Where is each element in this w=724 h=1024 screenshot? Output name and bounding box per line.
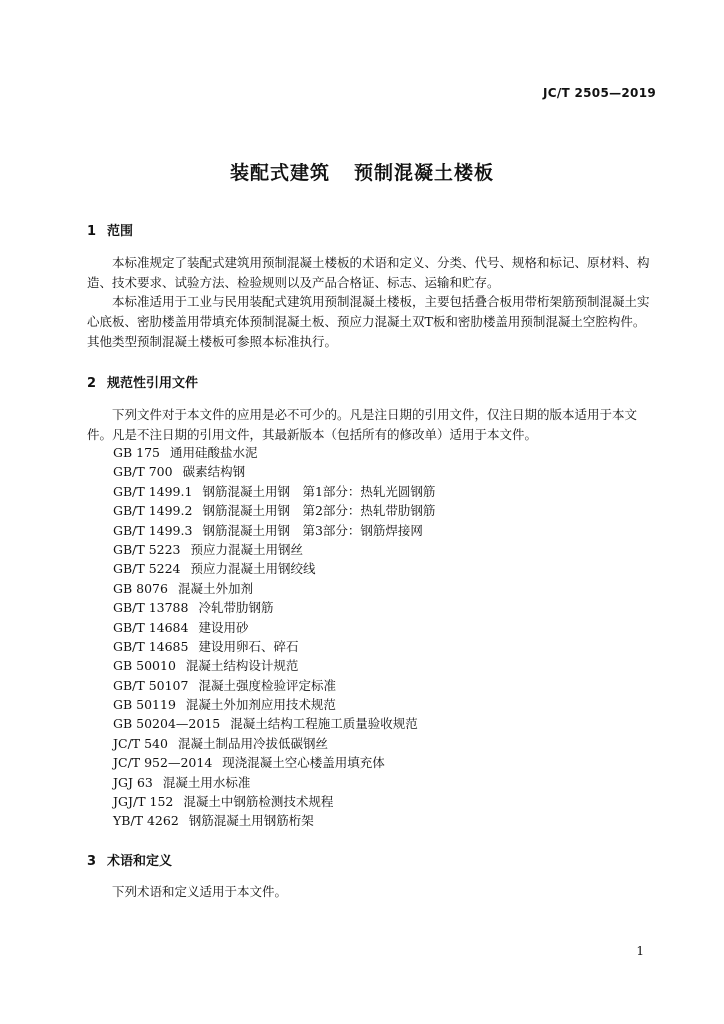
section-2-paragraph-1: 下列文件对于本文件的应用是必不可少的。凡是注日期的引用文件，仅注日期的版本适用于本文件。凡是不注日期的引用文件，其最新版本（包括所有的修改单）适用于本文件。 xyxy=(87,407,638,442)
section-number: 1 xyxy=(87,224,97,239)
section-2-heading xyxy=(87,372,198,391)
reference-item: GB/T 5224 预应力混凝土用钢绞线 xyxy=(113,561,316,577)
reference-item: YB/T 4262 钢筋混凝土用钢筋桁架 xyxy=(113,813,314,829)
reference-item: GB/T 5223 预应力混凝土用钢丝 xyxy=(113,541,304,557)
reference-item: JC/T 540 混凝土制品用冷拔低碳钢丝 xyxy=(113,735,328,751)
section-3-heading xyxy=(87,850,172,869)
reference-item: GB 175 通用硅酸盐水泥 xyxy=(113,445,258,460)
reference-item: GB/T 700 碳素结构钢 xyxy=(113,464,246,480)
document-title xyxy=(0,158,724,185)
reference-item: GB/T 1499.1 钢筋混凝土用钢 第1部分：热轧光圆钢筋 xyxy=(113,483,436,499)
reference-item: JC/T 952—2014 现浇混凝土空心楼盖用填充体 xyxy=(113,755,385,771)
reference-item: JGJ 63 混凝土用水标准 xyxy=(113,774,251,790)
section-number: 3 xyxy=(87,854,97,869)
section-1-heading xyxy=(87,220,133,239)
reference-item: GB/T 13788 冷轧带肋钢筋 xyxy=(113,600,274,616)
reference-item: JGJ/T 152 混凝土中钢筋检测技术规程 xyxy=(113,794,334,810)
normative-references-list xyxy=(113,443,435,831)
section-number: 2 xyxy=(87,376,97,391)
standard-code: JC/T 2505—2019 xyxy=(542,86,656,100)
reference-item: GB/T 1499.2 钢筋混凝土用钢 第2部分：热轧带肋钢筋 xyxy=(113,503,436,519)
section-3-paragraph-1: 下列术语和定义适用于本文件。 xyxy=(112,884,288,899)
page-number: 1 xyxy=(636,944,644,958)
section-1-paragraph-1: 本标准规定了装配式建筑用预制混凝土楼板的术语和定义、分类、代号、规格和标记、原材料、构造、技术要求、试验方法、检验规则以及产品合格证、标志、运输和贮存。 xyxy=(87,255,650,290)
reference-item: GB/T 50107 混凝土强度检验评定标准 xyxy=(113,677,336,693)
reference-item: GB 8076 混凝土外加剂 xyxy=(113,580,253,596)
section-title: 术语和定义 xyxy=(107,854,173,869)
section-title: 范围 xyxy=(107,224,134,239)
reference-item: GB 50010 混凝土结构设计规范 xyxy=(113,658,299,674)
title-main: 装配式建筑 xyxy=(229,162,330,184)
title-sub: 预制混凝土楼板 xyxy=(354,162,495,184)
reference-item: GB/T 1499.3 钢筋混凝土用钢 第3部分：钢筋焊接网 xyxy=(113,522,423,538)
section-1-paragraph-2: 本标准适用于工业与民用装配式建筑用预制混凝土楼板，主要包括叠合板用带桁架筋预制混凝土实心底板、密肋楼盖用带填充体预制混凝土板、预应力混凝土双T板和密肋楼盖用预制混凝土空腔构件。其他类型预制混凝土楼板可参照本标准执行。 xyxy=(87,294,650,349)
reference-item: GB/T 14685 建设用卵石、碎石 xyxy=(113,638,299,654)
reference-item: GB 50204—2015 混凝土结构工程施工质量验收规范 xyxy=(113,716,418,732)
section-title: 规范性引用文件 xyxy=(107,376,199,391)
reference-item: GB 50119 混凝土外加剂应用技术规范 xyxy=(113,697,336,713)
reference-item: GB/T 14684 建设用砂 xyxy=(113,619,249,635)
